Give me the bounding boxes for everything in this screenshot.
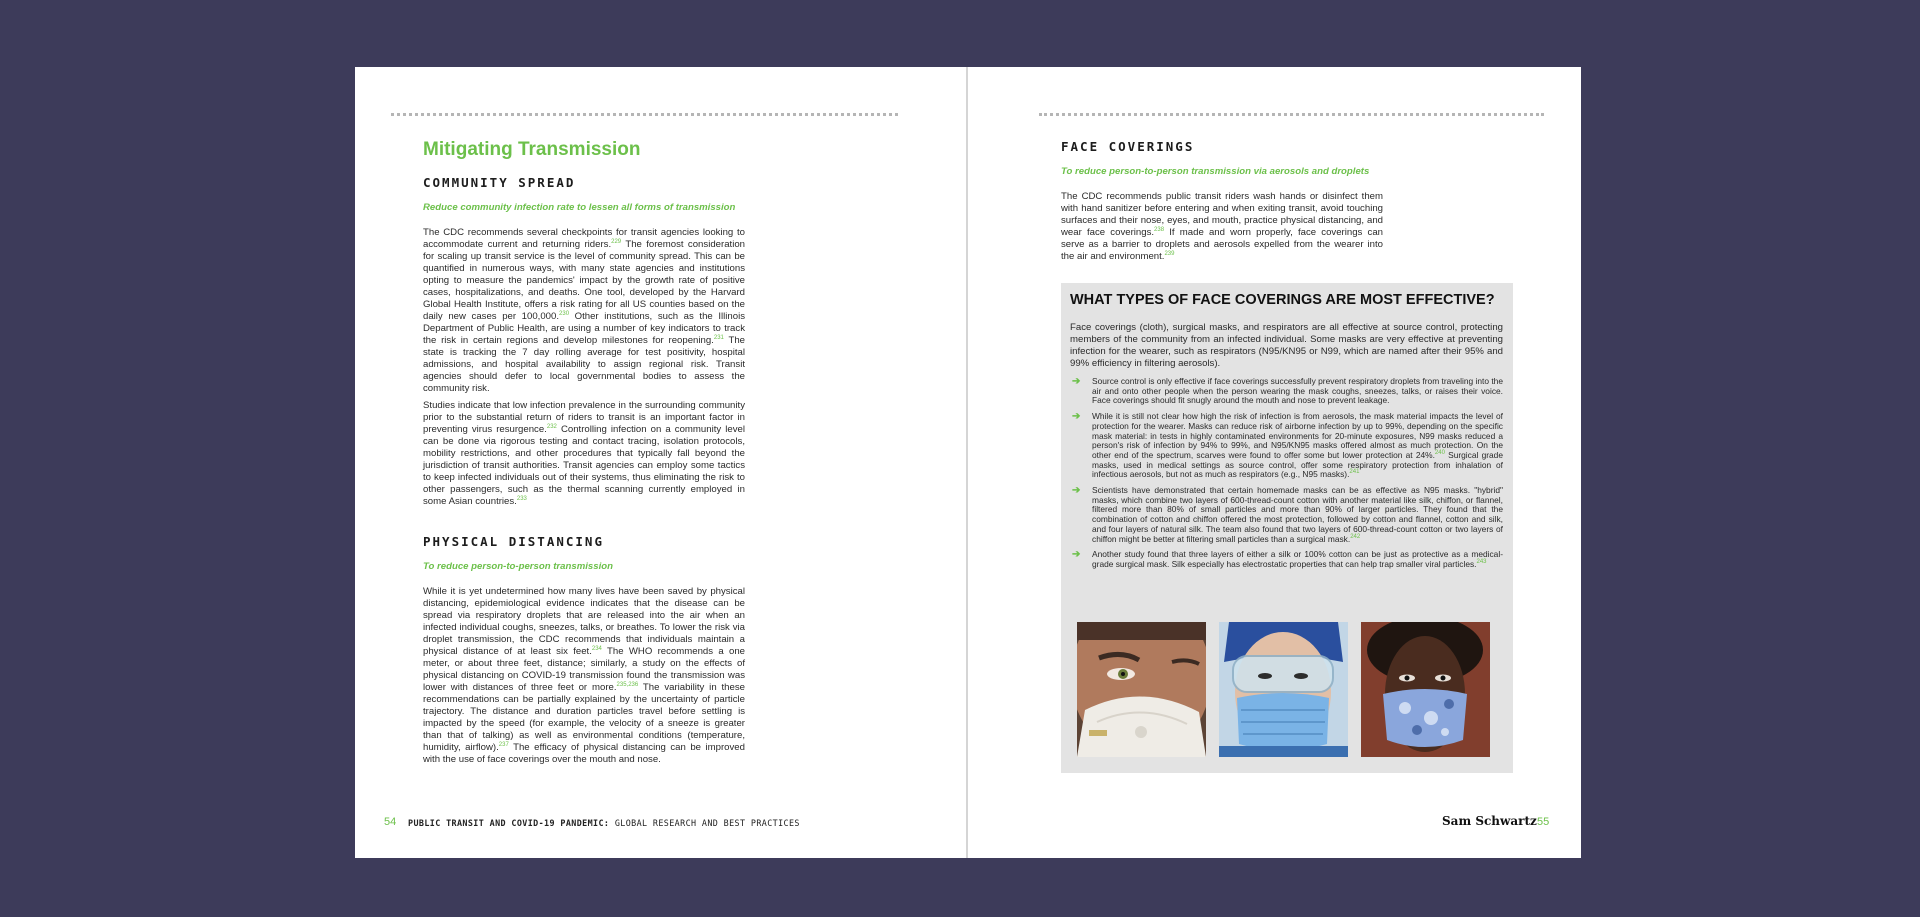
photo-n95-mask-illustration xyxy=(1077,622,1206,757)
right-page xyxy=(968,67,1581,858)
face-coverings-heading: FACE COVERINGS xyxy=(1061,139,1195,154)
bullet-text: Scientists have demonstrated that certain homemade masks can be as effective as N95 masks. "hybrid" masks, which combine two layers of 600-thread-count cotton with another material like silk, chiffon, or flannel, filtered more than 80% of small particles and more than 90% of larger particles. They found that the combination of cotton and chiffon offered the most protection, followed by cotton and flannel, cotton and silk, and four layers of natural silk. The team also found that two layers of 600-thread-count cotton or two layers of chiffon might be better at filtering small particles than a surgical mask.$^{242}$ xyxy=(1092,485,1503,544)
physical-distancing-para: While it is yet undetermined how many lives have been saved by physical distancing, epidemiological evidence indicates that the disease can be spread via respiratory droplets that are released into the air when an infected individual coughs, sneezes, talks, or breathes. To lower the risk via droplet transmission, the CDC recommends that individuals maintain a physical distance of at least six feet.$^{234}$ The WHO recommends a one meter, or about three feet, distance; similarly, a study on the effects of physical distancing on COVID-19 transmission found the transmission was lower with distances of three feet or more.$^{235,236}$ The variability in these recommendations can be partially explained by the uncertainty of particle trajectory. The distance and duration particles travel before settling is impacted by the speed (for example, the velocity of a sneeze is greater than that of talking) as well as environmental conditions (temperature, humidity, airflow).$^{237}$ The efficacy of physical distancing can be improved with the use of face coverings over the mouth and nose. xyxy=(423,586,745,765)
publication-title-footer xyxy=(408,818,800,828)
photo-cloth-mask xyxy=(1361,622,1490,757)
sidebar-bullet-list xyxy=(1070,377,1503,576)
footnote-ref: 235,236 xyxy=(616,682,639,688)
photo-n95-mask xyxy=(1077,622,1206,757)
footnote-ref: 240 xyxy=(1434,449,1445,456)
arrow-right-icon: ➔ xyxy=(1072,485,1081,497)
face-coverings-sidebar xyxy=(1061,283,1513,773)
top-dotted-rule xyxy=(1039,113,1544,116)
footnote-ref: 231 xyxy=(713,335,724,341)
footnote-ref: 238 xyxy=(1154,227,1165,233)
footnote-ref: 229 xyxy=(611,239,622,245)
bullet-item xyxy=(1070,377,1503,406)
footnote-ref: 234 xyxy=(591,646,602,652)
footnote-ref: 230 xyxy=(559,311,570,317)
section-title: Mitigating Transmission xyxy=(423,139,641,160)
footnote-ref: 237 xyxy=(498,742,509,748)
physical-distancing-subheading: To reduce person-to-person transmission xyxy=(423,561,613,572)
physical-distancing-heading: PHYSICAL DISTANCING xyxy=(423,534,604,549)
sidebar-intro: Face coverings (cloth), surgical masks, and respirators are all effective at source control, protecting members of the community from an infected individual. Some masks are very effective at preventing infection for the wearer, such as respirators (N95/KN95 or N99, which are named after their 95% and 99% efficiency in filtering aerosols). xyxy=(1070,322,1503,369)
bullet-item xyxy=(1070,550,1503,569)
footnote-ref: 243 xyxy=(1476,558,1487,565)
top-dotted-rule xyxy=(391,113,898,116)
footnote-ref: 232 xyxy=(546,424,557,430)
community-spread-para-1: The CDC recommends several checkpoints for transit agencies looking to accommodate current and returning riders.$^{229}$ The foremost consideration for scaling up transit service is the level of community spread. This can be quantified in numerous ways, with many state agencies and institutions opting to measure the pandemics' impact by the growth rate of positive cases, hospitalizations, and deaths. One tool, developed by the Harvard Global Health Institute, offers a risk rating for all US counties based on the daily new cases per 100,000.$^{230}$ Other institutions, such as the Illinois Department of Public Health, are using a number of key indicators to track the risk in certain regions and develop milestones for reopening.$^{231}$ The state is tracking the 7 day rolling average for test positivity, hospital admissions, and hospital availability to assign regional risk. Transit agencies should defer to local governmental bodies to assess the community risk. xyxy=(423,227,746,394)
photo-goggles-surgical-mask xyxy=(1219,622,1348,757)
bullet-item xyxy=(1070,486,1503,544)
footnote-ref: 233 xyxy=(516,496,527,502)
photo-cloth-mask-illustration xyxy=(1361,622,1490,757)
publisher-logo: Sam Schwartz xyxy=(1442,814,1537,828)
page-number-right: 55 xyxy=(1537,816,1550,828)
footnote-ref: 242 xyxy=(1350,533,1361,540)
arrow-right-icon: ➔ xyxy=(1072,549,1081,561)
left-page xyxy=(355,67,967,858)
page-number-left: 54 xyxy=(384,816,397,828)
footnote-ref: 241 xyxy=(1349,469,1360,476)
arrow-right-icon: ➔ xyxy=(1072,411,1081,423)
photo-goggles-surgical-mask-illustration xyxy=(1219,622,1348,757)
sidebar-title: WHAT TYPES OF FACE COVERINGS ARE MOST EFFECTIVE? xyxy=(1070,292,1495,308)
bullet-text: Another study found that three layers of either a silk or 100% cotton can be just as protective as a medical-grade surgical mask. Silk especially has electrostatic properties that can help trap smaller viral particles.$^{243}$ xyxy=(1092,549,1503,569)
face-coverings-subheading: To reduce person-to-person transmission via aerosols and droplets xyxy=(1061,166,1370,177)
face-coverings-para: The CDC recommends public transit riders wash hands or disinfect them with hand sanitizer before entering and when exiting transit, avoid touching surfaces and their nose, eyes, and mouth, practice physical distancing, and wear face coverings.$^{238}$ If made and worn properly, face coverings can serve as a barrier to droplets and aerosols expelled from the wearer into the air and environment.$^{239}$ xyxy=(1061,191,1384,262)
community-spread-heading: COMMUNITY SPREAD xyxy=(423,175,576,190)
bullet-text: While it is still not clear how high the risk of infection is from aerosols, the mask material impacts the level of protection for the wearer. Masks can reduce risk of airborne infection by up to 99%, depending on the specific mask material: in tests in highly contaminated environments for 20-minute exposures, N99 masks reduced a person's risk of infection by 94% to 99%, and N95/KN95 masks offered almost as much protection. On the other end of the spectrum, scarves were found to offer some but lower protection at 24%.$^{240}$ Surgical grade masks, used in medical settings as source control, offer some respiratory protection from inhalation of infectious aerosols, but not as much as respirators (e.g., N95 masks).$^{241}$ xyxy=(1092,411,1503,480)
bullet-text: Source control is only effective if face coverings successfully prevent respiratory droplets from traveling into the air and onto other people when the person wearing the mask coughs, sneezes, talks, or raises their voice. Face coverings should fit snugly around the mouth and nose to prevent leakage. xyxy=(1092,376,1503,406)
footnote-ref: 239 xyxy=(1164,251,1175,257)
arrow-right-icon: ➔ xyxy=(1072,376,1081,387)
community-spread-para-2: Studies indicate that low infection prevalence in the surrounding community prior to the substantial return of riders to transit is an important factor in preventing virus resurgence.$^{232}$ Controlling infection on a community level can be done via rigorous testing and contact tracing, isolation protocols, mobility restrictions, and other procedures that typically fall beyond the jurisdiction of transit authorities. Transit agencies can employ some tactics to keep infected individuals out of their systems, thus eliminating the risk to other passengers, such as the thermal scanning currently employed in some Asian countries.$^{233}$ xyxy=(423,400,745,507)
bullet-item xyxy=(1070,412,1503,480)
publication-title-bold: PUBLIC TRANSIT AND COVID-19 PANDEMIC: xyxy=(408,818,610,828)
community-spread-subheading: Reduce community infection rate to lessen all forms of transmission xyxy=(423,202,736,213)
publication-title-rest: GLOBAL RESEARCH AND BEST PRACTICES xyxy=(609,818,800,828)
